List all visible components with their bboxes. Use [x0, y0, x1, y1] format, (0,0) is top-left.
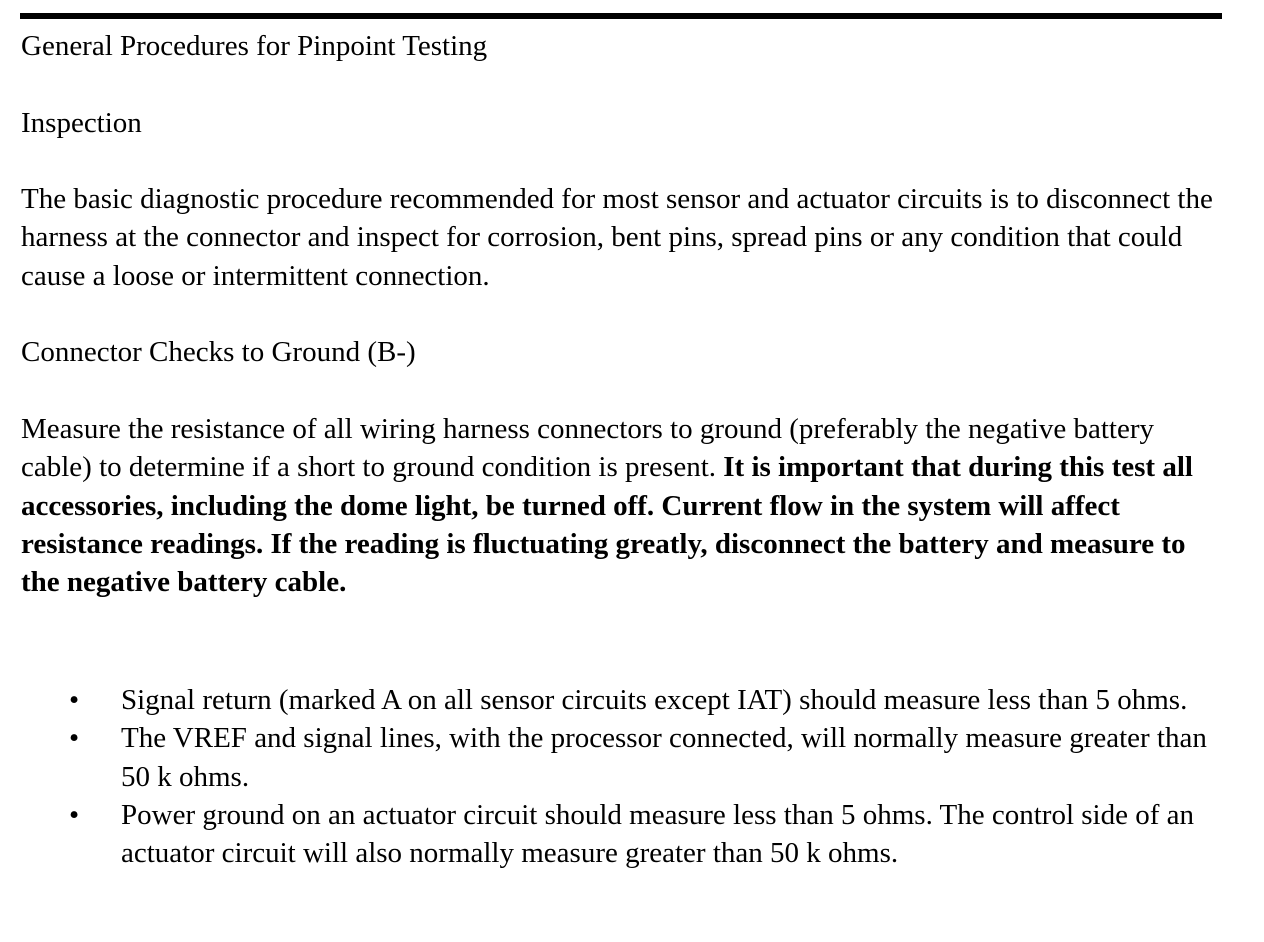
measurement-list [21, 681, 1221, 872]
ground-checks-heading: Connector Checks to Ground (B-) [21, 336, 416, 369]
list-item-text: Signal return (marked A on all sensor circuits except IAT) should measure less than 5 ohms. [121, 684, 1188, 716]
top-rule [20, 13, 1222, 19]
list-item-text: Power ground on an actuator circuit should measure less than 5 ohms. The control side of an actuator circuit will also normally measure greater than 50 k ohms. [121, 798, 1195, 870]
ground-checks-text: Measure the resistance of all wiring harness connectors to ground (preferably the negative battery cable) to determine if a short to ground condition is present. [21, 412, 1154, 484]
list-item-text: The VREF and signal lines, with the processor connected, will normally measure greater than 50 k ohms. [121, 722, 1207, 793]
list-item [21, 796, 1221, 873]
bullet-icon: • [69, 722, 80, 755]
inspection-paragraph: The basic diagnostic procedure recommended for most sensor and actuator circuits is to disconnect the harness at the connector and inspect for corrosion, bent pins, spread pins or any condition that could cause a loose or intermittent connection. [21, 183, 1213, 292]
page-title: General Procedures for Pinpoint Testing [21, 30, 488, 62]
document-body [21, 27, 1221, 601]
list-item [21, 719, 1221, 796]
bullet-icon: • [69, 798, 80, 831]
bullet-icon: • [69, 684, 80, 716]
inspection-heading: Inspection [21, 106, 142, 139]
ground-checks-paragraph [21, 410, 1221, 601]
list-item [21, 681, 1221, 719]
ground-checks-warning: It is important that during this test all accessories, including the dome light, be turned off. Current flow in the system will affect resistance readings. If the reading is fluctuating greatly, disconnect the battery and measure to the negative battery cable. [21, 451, 1193, 599]
